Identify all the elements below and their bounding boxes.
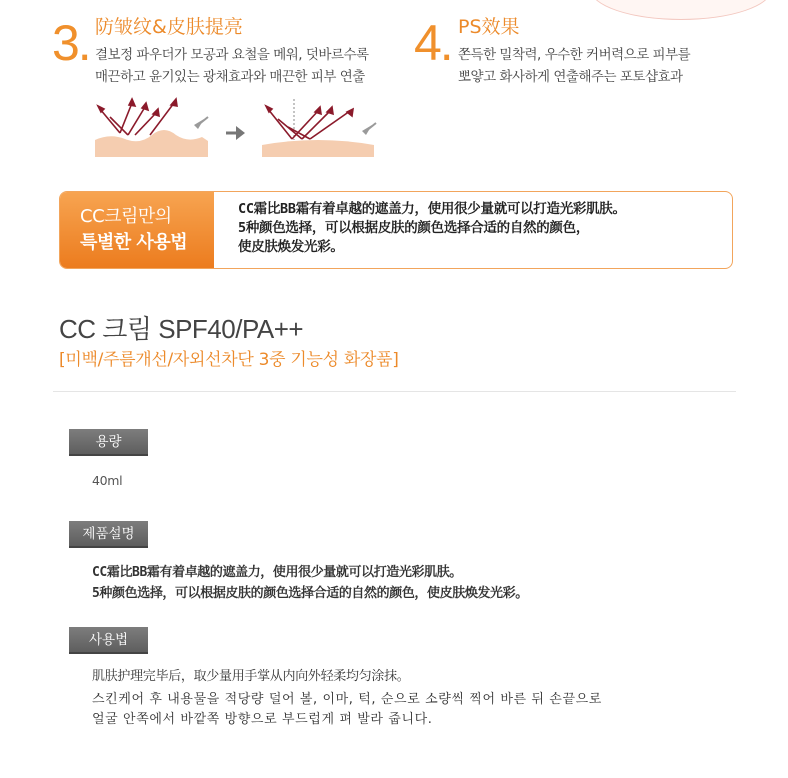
banner-label-line-2: 특별한 사용법 xyxy=(80,232,188,253)
banner-label-box xyxy=(60,192,214,268)
usage-label: 사용법 xyxy=(69,627,148,654)
banner-text-line-3: 使皮肤焕发光彩。 xyxy=(238,239,344,255)
description-line-2: 5种颜色选择，可以根据皮肤的颜色选择合适的自然的颜色，使皮肤焕发光彩。 xyxy=(92,586,528,601)
pointer-arrow-icon xyxy=(194,117,208,129)
pointer-arrow-icon xyxy=(362,123,376,135)
product-subtitle: [미백/주름개선/자외선차단 3중 기능성 화장품] xyxy=(59,350,399,370)
usage-line-3: 얼굴 안쪽에서 바깥쪽 방향으로 부드럽게 펴 발라 줍니다. xyxy=(92,712,433,727)
banner-text-line-1: CC霜比BB霜有着卓越的遮盖力，使用很少量就可以打造光彩肌肤。 xyxy=(238,201,626,217)
feature-4-desc-line-2: 뽀얗고 화사하게 연출해주는 포토샵효과 xyxy=(458,69,683,85)
banner-label-line-1: CC크림만의 xyxy=(80,206,172,227)
usage-line-2: 스킨케어 후 내용물을 적당량 덜어 볼, 이마, 턱, 순으로 소량씩 찍어 바른 뒤 손끝으로 xyxy=(92,692,602,707)
skin-after-illustration xyxy=(258,95,388,160)
volume-value: 40ml xyxy=(92,473,123,488)
reflection-arrows-icon xyxy=(266,106,353,139)
product-title: CC 크림 SPF40/PA++ xyxy=(59,314,304,344)
skin-before-illustration xyxy=(90,95,220,160)
usage-line-1: 肌肤护理完毕后，取少量用手掌从内向外轻柔均匀涂抹。 xyxy=(92,669,410,684)
banner-text-line-2: 5种颜色选择，可以根据皮肤的颜色选择合适的自然的颜色， xyxy=(238,220,590,236)
feature-4-desc-line-1: 쫀득한 밀착력, 우수한 커버력으로 피부를 xyxy=(458,47,691,63)
feature-4-number: 4. xyxy=(414,15,452,71)
cc-cream-usage-banner xyxy=(59,191,733,269)
feature-3-title: 防皱纹&皮肤提亮 xyxy=(95,16,243,38)
arrow-right-icon xyxy=(224,124,246,142)
description-line-1: CC霜比BB霜有着卓越的遮盖力，使用很少量就可以打造光彩肌肤。 xyxy=(92,565,462,580)
feature-3-desc-line-1: 결보정 파우더가 모공과 요철을 메워, 덧바르수록 xyxy=(95,47,369,63)
feature-3-desc-line-2: 매끈하고 윤기있는 광채효과와 매끈한 피부 연출 xyxy=(95,69,365,85)
feature-3-number: 3. xyxy=(52,15,90,71)
banner-text xyxy=(238,200,626,257)
description-label: 제품설명 xyxy=(69,521,148,548)
reflection-arrows-icon xyxy=(98,99,177,135)
divider xyxy=(53,391,736,392)
decorative-circle xyxy=(590,0,772,20)
feature-4-title: PS效果 xyxy=(458,16,520,38)
volume-label: 용량 xyxy=(69,429,148,456)
